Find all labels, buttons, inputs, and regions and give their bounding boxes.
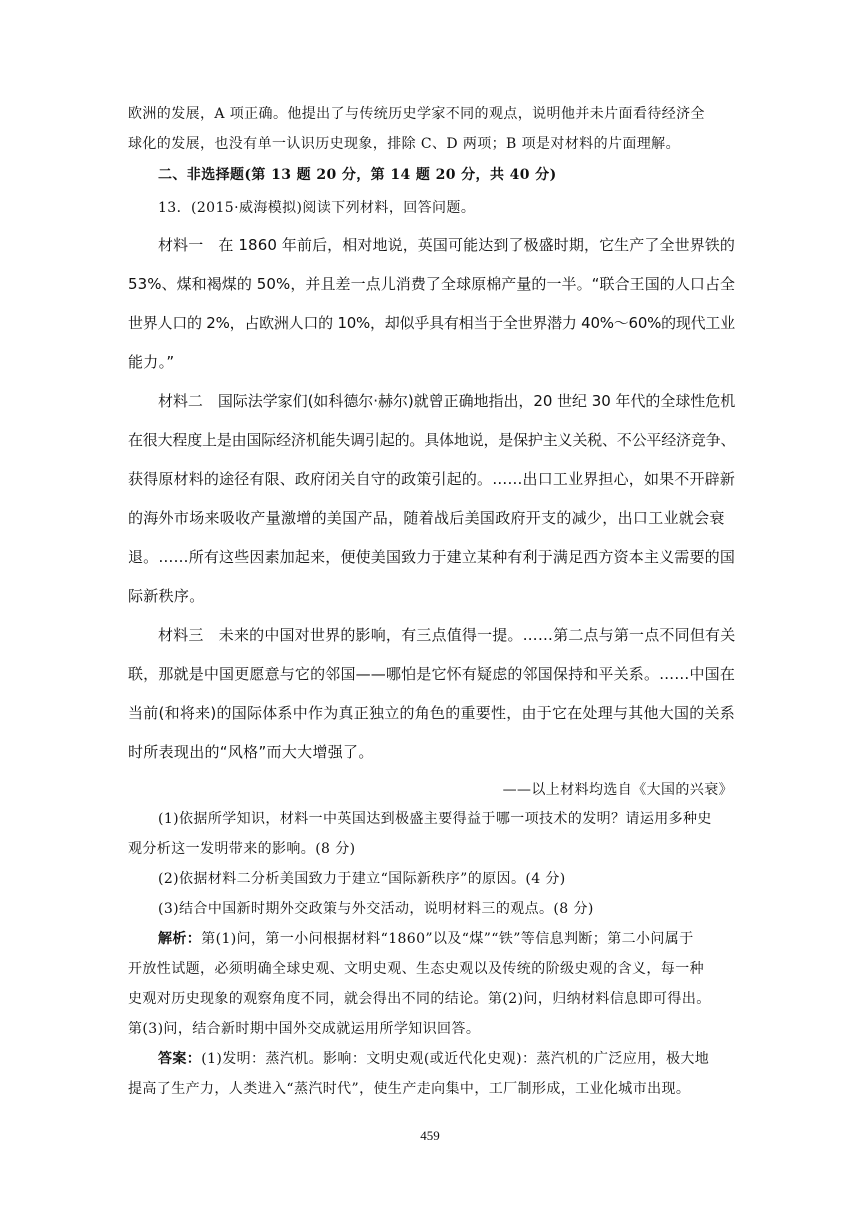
material2-line: 在很大程度上是由国际经济机能失调引起的。具体地说，是保护主义关税、不公平经济竞争、 — [128, 431, 736, 449]
material1-line: 53%、煤和褐煤的 50%，并且差一点儿消费了全球原棉产量的一半。“联合王国的人口占全 — [128, 275, 736, 293]
question-1-line: (1)依据所学知识，材料一中英国达到极盛主要得益于哪一项技术的发明？请运用多种史 — [158, 811, 712, 827]
material3-line: 当前(和将来)的国际体系中作为真正独立的角色的重要性，由于它在处理与其他大国的关系 — [128, 704, 736, 722]
material3-line: 联，那就是中国更愿意与它的邻国——哪怕是它怀有疑虑的邻国保持和平关系。……中国在 — [128, 665, 736, 683]
material1-line: 世界人口的 2%，占欧洲人口的 10%，却似乎具有相当于全世界潜力 40%～60%的现代工业 — [128, 314, 735, 332]
analysis-line: 史观对历史现象的观察角度不同，就会得出不同的结论。第(2)问，归纳材料信息即可得出。 — [128, 991, 711, 1007]
analysis-line — [158, 928, 694, 948]
material2-line: 的海外市场来吸收产量激增的美国产品，随着战后美国政府开支的减少，出口工业就会衰 — [128, 509, 725, 527]
material2-line: 退。……所有这些因素加起来，便使美国致力于建立某种有利于满足西方资本主义需要的国 — [128, 548, 736, 566]
question-intro: 13．(2015·威海模拟)阅读下列材料，回答问题。 — [158, 200, 476, 216]
material2-line: 际新秩序。 — [128, 587, 205, 605]
material1-line: 能力。” — [128, 353, 175, 371]
analysis-text: 第(1)问，第一小问根据材料“1860”以及“煤”“铁”等信息判断；第二小问属于 — [201, 931, 694, 947]
material2-line: 获得原材料的途径有限、政府闭关自守的政策引起的。……出口工业界担心，如果不开辟新 — [128, 470, 736, 488]
answer-label: 答案： — [158, 1051, 202, 1067]
question-1-line: 观分析这一发明带来的影响。(8 分) — [128, 841, 356, 857]
section-heading: 二、非选择题(第 13 题 20 分，第 14 题 20 分，共 40 分) — [158, 167, 557, 183]
answer-text: (1)发明：蒸汽机。影响：文明史观(或近代化史观)：蒸汽机的广泛应用，极大地 — [201, 1051, 710, 1067]
analysis-label: 解析： — [158, 931, 202, 947]
page-number: 459 — [420, 1128, 440, 1143]
prev-answer-line: 球化的发展，也没有单一认识历史现象，排除 C、D 两项；B 项是对材料的片面理解。 — [128, 136, 680, 152]
material3-line: 时所表现出的“风格”而大大增强了。 — [128, 743, 374, 761]
material3-line: 材料三 未来的中国对世界的影响，有三点值得一提。……第二点与第一点不同但有关 — [158, 626, 736, 644]
material1-line: 材料一 在 1860 年前后，相对地说，英国可能达到了极盛时期，它生产了全世界铁的 — [158, 236, 736, 254]
answer-line: 提高了生产力，人类进入“蒸汽时代”，使生产走向集中，工厂制形成，工业化城市出现。 — [128, 1081, 691, 1097]
answer-line — [158, 1048, 709, 1068]
question-2: (2)依据材料二分析美国致力于建立“国际新秩序”的原因。(4 分) — [158, 871, 566, 887]
material-source: ——以上材料均选自《大国的兴衰》 — [502, 782, 733, 798]
analysis-line: 第(3)问，结合新时期中国外交成就运用所学知识回答。 — [128, 1021, 481, 1037]
prev-answer-line: 欧洲的发展，A 项正确。他提出了与传统历史学家不同的观点，说明他并未片面看待经济全 — [128, 106, 705, 122]
question-3: (3)结合中国新时期外交政策与外交活动，说明材料三的观点。(8 分) — [158, 901, 594, 917]
analysis-line: 开放性试题，必须明确全球史观、文明史观、生态史观以及传统的阶级史观的含义，每一种 — [128, 961, 704, 977]
material2-line: 材料二 国际法学家们(如科德尔·赫尔)就曾正确地指出，20 世纪 30 年代的全球性危机 — [158, 392, 736, 410]
